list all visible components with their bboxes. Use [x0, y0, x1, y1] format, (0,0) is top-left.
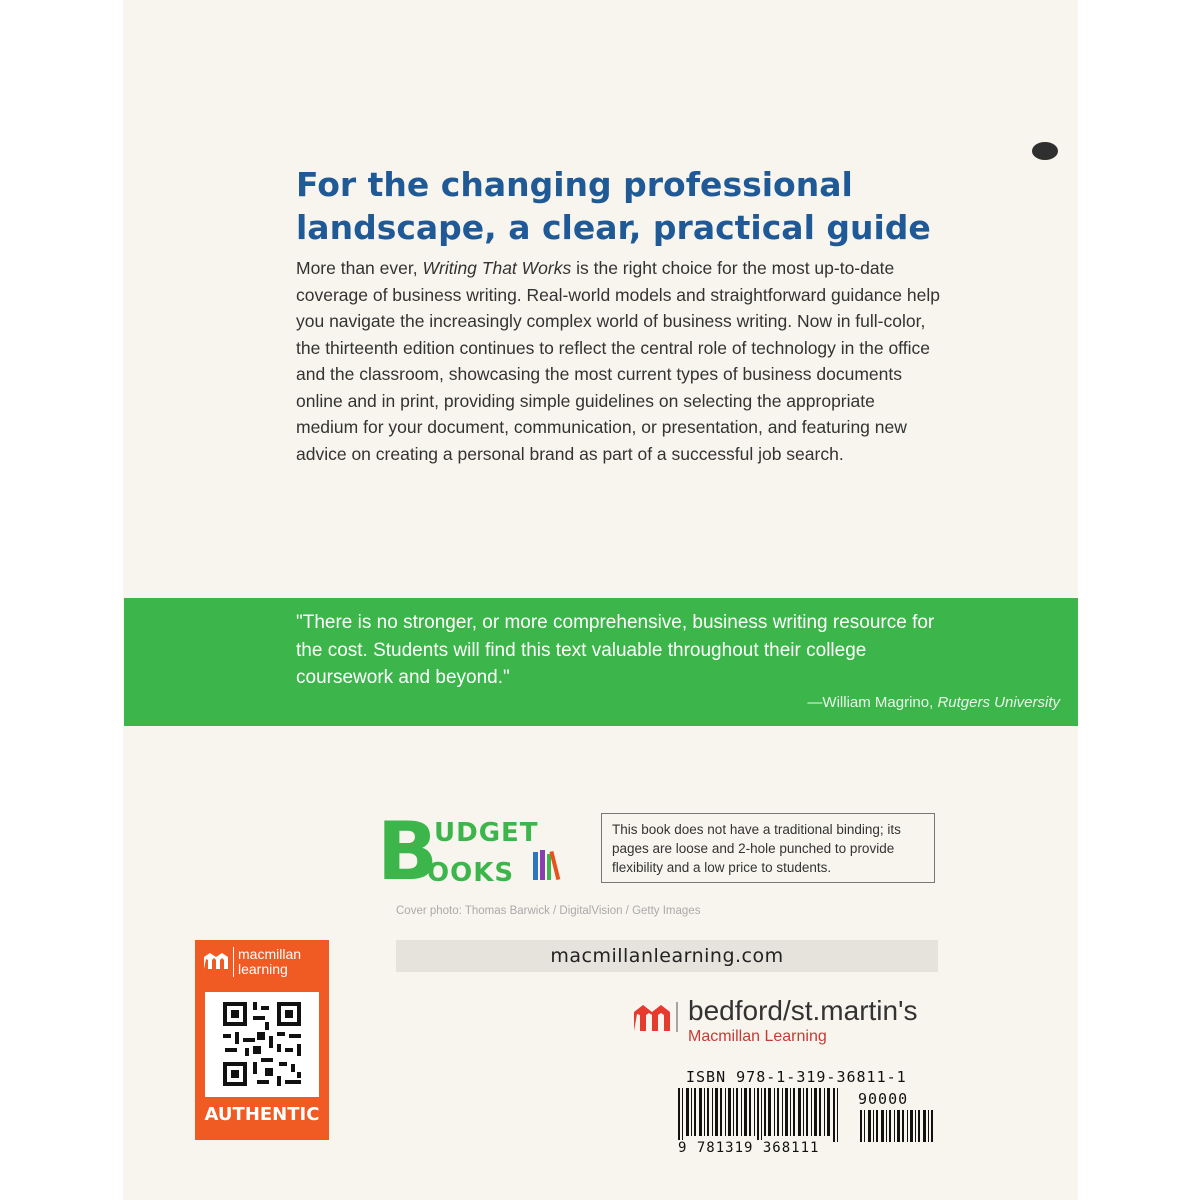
publisher-name: bedford/st.martin's — [688, 995, 918, 1026]
punch-hole-top — [1032, 142, 1058, 160]
budget-books-top: UDGET — [434, 818, 539, 848]
testimonial-quote: "There is no stronger, or more comprehensive, business writing resource for the cost. Students will find this text valuable throughout their college coursework and beyond." — [296, 612, 935, 688]
testimonial-author: —William Magrino, — [807, 694, 938, 711]
publisher-sub: Macmillan Learning — [688, 1028, 827, 1045]
description — [296, 255, 941, 467]
budget-books-b: B — [377, 805, 438, 898]
books-icon — [532, 848, 562, 882]
binding-note: This book does not have a traditional binding; its pages are loose and 2-hole punched to provide flexibility and a low price to students. — [601, 813, 935, 883]
qr-code[interactable] — [205, 992, 319, 1097]
testimonial-attribution — [807, 694, 1060, 711]
website-url: macmillanlearning.com — [550, 945, 784, 967]
price-code: 90000 — [858, 1090, 909, 1108]
macmillan-logo-icon — [633, 1002, 679, 1032]
authentic-label: AUTHENTIC — [204, 1104, 320, 1125]
macmillan-m-icon — [203, 952, 229, 970]
testimonial-affiliation: Rutgers University — [937, 694, 1060, 711]
budget-books-bottom: OOKS — [427, 858, 515, 888]
book-title: Writing That Works — [422, 258, 572, 278]
cover-credit: Cover photo: Thomas Barwick / DigitalVision / Getty Images — [396, 905, 701, 917]
macmillan-authentic-badge — [195, 940, 329, 1140]
qr-code-icon — [205, 992, 319, 1097]
description-body: is the right choice for the most up-to-date coverage of business writing. Real-world models and straightforward guidance help you navigate the increasingly complex world of business writing. Now in full-color, the thirteenth edition continues to reflect the central role of technology in the office and the classroom, showcasing the most current types of business documents online and in print, providing simple guidelines on selecting the appropriate medium for your document, communication, or presentation, and featuring new advice on creating a personal brand as part of a successful job search. — [296, 258, 940, 464]
isbn: ISBN 978-1-319-36811-1 — [686, 1068, 907, 1086]
description-intro: More than ever, — [296, 258, 423, 278]
macmillan-badge-header — [195, 940, 329, 984]
barcode — [676, 1088, 938, 1144]
headline: For the changing professional landscape, a clear, practical guide — [296, 165, 931, 247]
macmillan-brand: macmillan learning — [233, 947, 329, 977]
barcode-digits: 9 781319 368111 — [678, 1140, 820, 1156]
